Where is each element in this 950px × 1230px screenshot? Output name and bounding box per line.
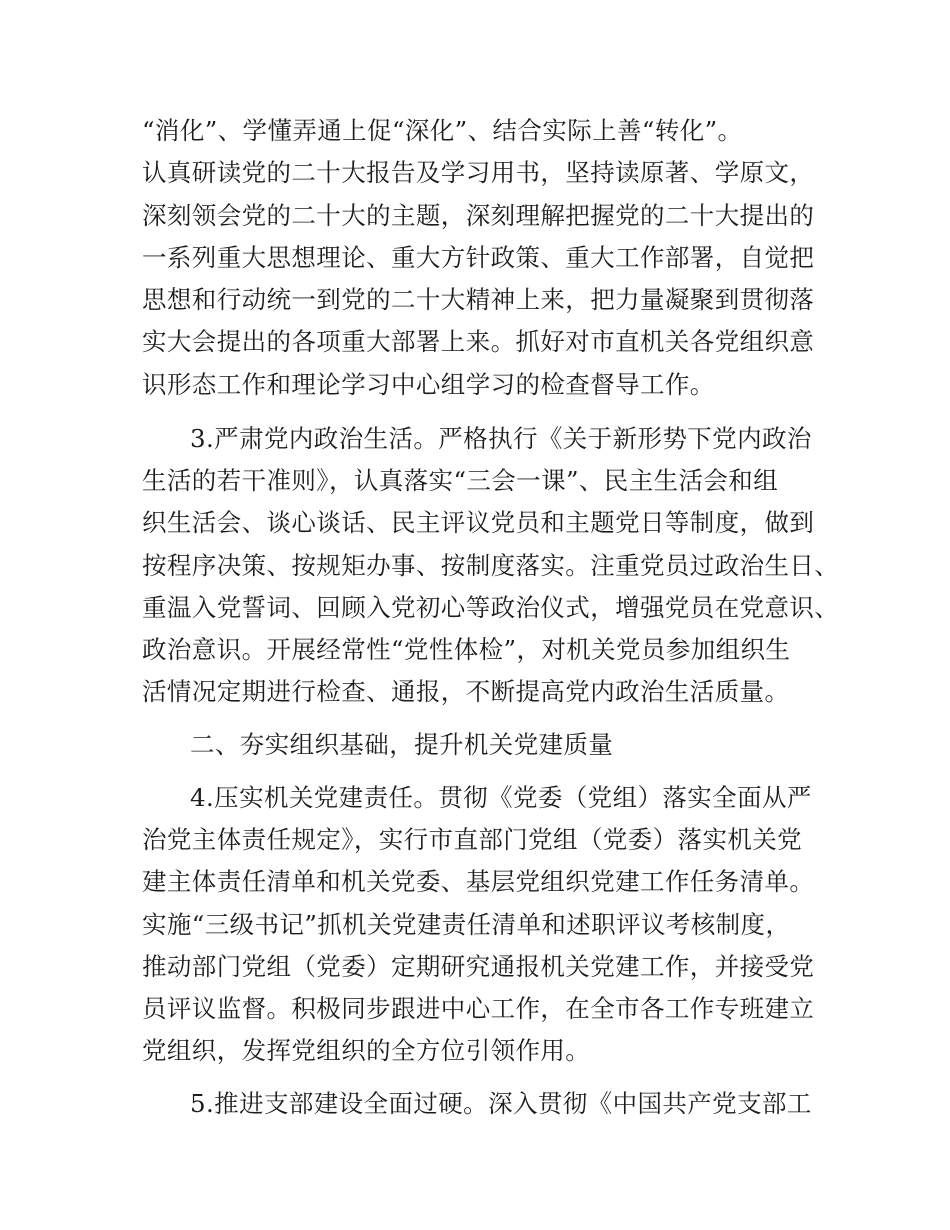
- text-line: “消化”、学懂弄通上促“深化”、结合实际上善“转化”。: [142, 116, 743, 145]
- text-line: 重温入党誓词、回顾入党初心等政治仪式，增强党员在党意识、: [142, 593, 840, 622]
- section-5-heading-line: 5.推进支部建设全面过硬。深入贯彻《中国共产党支部工: [190, 1089, 812, 1118]
- text-line: 按程序决策、按规矩办事、按制度落实。注重党员过政治生日、: [142, 551, 840, 580]
- text-line: 实施“三级书记”抓机关党建责任清单和述职评议考核制度，: [142, 910, 791, 939]
- text-line: 治党主体责任规定》，实行市直部门党组（党委）落实机关党: [142, 825, 803, 854]
- text-line: 思想和行动统一到党的二十大精神上来，把力量凝聚到贯彻落: [142, 285, 815, 314]
- section-3-heading-line: 3.严肃党内政治生活。严格执行《关于新形势下党内政治: [190, 424, 812, 453]
- text-line: 活情况定期进行检查、通报，不断提高党内政治生活质量。: [142, 677, 790, 706]
- text-line: 深刻领会党的二十大的主题，深刻理解把握党的二十大提出的: [142, 201, 815, 230]
- text-line: 织生活会、谈心谈话、民主评议党员和主题党日等制度，做到: [142, 508, 815, 537]
- text-line: 政治意识。开展经常性“党性体检”，对机关党员参加组织生: [142, 635, 791, 664]
- text-line: 一系列重大思想理论、重大方针政策、重大工作部署，自觉把: [142, 243, 815, 272]
- text-line: 实大会提出的各项重大部署上来。抓好对市直机关各党组织意: [142, 327, 815, 356]
- text-line: 生活的若干准则》，认真落实“三会一课”、民主生活会和组: [142, 466, 779, 495]
- text-line: 建主体责任清单和机关党委、基层党组织党建工作任务清单。: [142, 867, 815, 896]
- text-line: 认真研读党的二十大报告及学习用书，坚持读原著、学原文，: [142, 158, 815, 187]
- text-line: 党组织，发挥党组织的全方位引领作用。: [142, 1036, 591, 1065]
- text-line: 员评议监督。积极同步跟进中心工作，在全市各工作专班建立: [142, 994, 815, 1023]
- section-4-heading-line: 4.压实机关党建责任。贯彻《党委（党组）落实全面从严: [190, 783, 812, 812]
- chapter-heading: 二、夯实组织基础，提升机关党建质量: [190, 730, 614, 759]
- text-line: 推动部门党组（党委）定期研究通报机关党建工作，并接受党: [142, 952, 815, 981]
- text-line: 识形态工作和理论学习中心组学习的检查督导工作。: [142, 370, 715, 399]
